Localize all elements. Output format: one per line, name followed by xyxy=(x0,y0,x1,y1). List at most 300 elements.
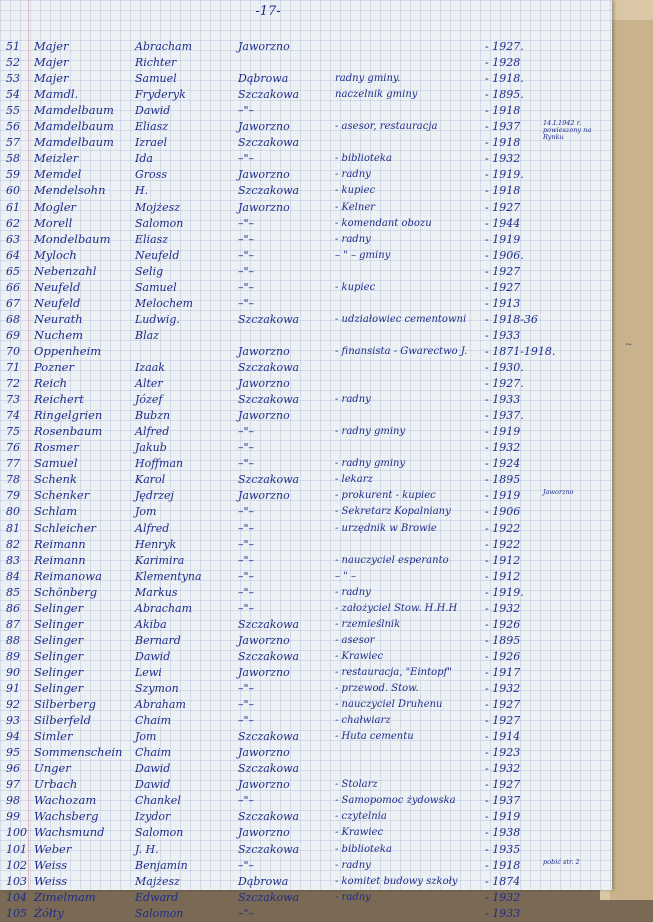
entry-number: 92 xyxy=(6,698,20,712)
entry-number: 96 xyxy=(6,762,20,776)
entry-note: - chałwiarz xyxy=(335,715,391,727)
entry-year: - 1928 xyxy=(485,56,521,70)
entry-note: - założyciel Stow. H.H.H xyxy=(335,602,458,614)
entry-number: 99 xyxy=(6,810,20,824)
entry-given-name: Ida xyxy=(135,152,153,166)
entry-surname: Reich xyxy=(34,376,67,391)
entry-place: –"– xyxy=(238,425,255,439)
list-item xyxy=(0,744,612,761)
entry-place: Jaworzno xyxy=(238,344,290,358)
entry-surname: Pozner xyxy=(34,360,74,374)
entry-number: 95 xyxy=(6,746,20,760)
entry-year: - 1918. xyxy=(485,72,524,86)
entry-year: - 1913 xyxy=(485,296,521,310)
entry-year: - 1926 xyxy=(485,617,521,631)
entry-note: - radny xyxy=(335,586,371,598)
entry-place: Jaworzno xyxy=(238,120,290,134)
entry-year: - 1918 xyxy=(485,184,521,198)
entry-note: - radny xyxy=(335,233,371,245)
entry-year: - 1927 xyxy=(485,698,521,712)
list-item xyxy=(0,857,612,874)
entry-given-name: Eliasz xyxy=(135,232,169,246)
entry-surname: Simler xyxy=(34,729,73,744)
list-item xyxy=(0,808,612,825)
entry-place: Szczakowa xyxy=(238,762,300,776)
entry-surname: Schenk xyxy=(34,472,77,487)
entry-place: Jaworzno xyxy=(238,778,290,792)
list-item xyxy=(0,391,612,408)
entry-surname: Selinger xyxy=(34,600,84,615)
entry-surname: Selinger xyxy=(34,616,84,631)
list-item xyxy=(0,487,612,504)
entry-given-name: Klementyna xyxy=(135,569,202,583)
entry-surname: Rosmer xyxy=(34,440,79,455)
entry-surname: Nebenzahl xyxy=(34,263,97,278)
entry-year: - 1874 xyxy=(485,874,521,888)
entry-number: 98 xyxy=(6,794,20,808)
list-item xyxy=(0,263,612,280)
entry-number: 83 xyxy=(6,553,20,567)
entry-year: - 1927 xyxy=(485,778,521,792)
entry-year: - 1927 xyxy=(485,714,521,728)
list-item xyxy=(0,54,612,71)
list-item xyxy=(0,552,612,569)
edge-mark: ∼ xyxy=(625,340,633,350)
entry-given-name: J. H. xyxy=(135,842,159,856)
list-item xyxy=(0,375,612,392)
list-item xyxy=(0,102,612,119)
entry-number: 88 xyxy=(6,633,20,647)
list-item xyxy=(0,38,612,55)
entry-given-name: Eliasz xyxy=(135,120,169,134)
entry-number: 72 xyxy=(6,377,20,391)
entry-number: 76 xyxy=(6,441,20,455)
entry-given-name: Jakub xyxy=(135,441,167,455)
entry-note: - lekarz xyxy=(335,474,373,486)
entry-place: –"– xyxy=(238,216,255,230)
entry-year: - 1924 xyxy=(485,457,521,471)
entry-surname: Majer xyxy=(34,71,69,86)
entry-number: 91 xyxy=(6,682,20,695)
entry-place: Szczakowa xyxy=(238,312,300,326)
entry-note: - Huta cementu xyxy=(335,731,414,743)
entry-note: - biblioteka xyxy=(335,153,392,165)
entry-place: –"– xyxy=(238,794,255,808)
entry-number: 86 xyxy=(6,601,20,615)
list-item xyxy=(0,295,612,312)
entry-number: 81 xyxy=(6,521,20,535)
entry-year: - 1923 xyxy=(485,746,521,760)
entry-number: 67 xyxy=(6,296,20,310)
entry-place: –"– xyxy=(238,264,255,278)
entry-surname: Schenker xyxy=(34,488,90,503)
list-item xyxy=(0,343,612,360)
entry-place: –"– xyxy=(238,152,255,166)
entry-year: - 1927. xyxy=(485,40,524,53)
entry-surname: Neufeld xyxy=(34,279,81,294)
entry-given-name: Melochem xyxy=(135,296,194,310)
list-item xyxy=(0,536,612,553)
entry-given-name: H. xyxy=(135,184,149,198)
entry-given-name: Abraham xyxy=(135,698,186,712)
entry-number: 90 xyxy=(6,665,20,679)
entry-place: Szczakowa xyxy=(238,136,300,150)
entry-place: –"– xyxy=(238,537,255,551)
entry-place: Szczakowa xyxy=(238,890,300,904)
entry-year: - 1919 xyxy=(485,425,521,439)
entry-given-name: Izaak xyxy=(135,361,165,374)
list-item xyxy=(0,905,612,922)
entry-place: –"– xyxy=(238,505,255,519)
entry-number: 65 xyxy=(6,264,20,278)
entry-place: –"– xyxy=(238,280,255,294)
entry-place: –"– xyxy=(238,714,255,728)
entry-side-note: 14.I.1942 r. powieszony na Rynku xyxy=(543,119,592,142)
entry-surname: Mamdelbaum xyxy=(34,103,114,118)
list-item xyxy=(0,616,612,633)
entry-number: 69 xyxy=(6,328,20,342)
entry-year: - 1944 xyxy=(485,216,521,230)
entry-year: - 1932 xyxy=(485,152,521,166)
entry-surname: Selinger xyxy=(34,648,84,663)
entry-given-name: Selig xyxy=(135,264,164,278)
entry-place: Jaworzno xyxy=(238,168,290,182)
entry-surname: Morell xyxy=(34,215,73,230)
entry-note: - nauczyciel esperanto xyxy=(335,554,449,566)
entry-note: - Kelner xyxy=(335,201,376,213)
entry-note: - finansista - Gwarectwo J. xyxy=(335,345,468,357)
entry-year: - 1927 xyxy=(485,264,521,278)
entry-number: 52 xyxy=(6,56,20,70)
entry-year: - 1895 xyxy=(485,473,521,487)
entry-place: Jaworzno xyxy=(238,826,290,840)
entry-surname: Memdel xyxy=(34,167,82,182)
entry-year: - 1927 xyxy=(485,200,521,214)
entry-place: –"– xyxy=(238,232,255,246)
entry-year: - 1895 xyxy=(485,633,521,647)
entry-number: 64 xyxy=(6,248,20,262)
list-item xyxy=(0,760,612,777)
entry-note: – " – gminy xyxy=(335,249,391,261)
entry-number: 60 xyxy=(6,184,20,198)
entry-given-name: Abracham xyxy=(135,40,193,53)
entry-surname: Samuel xyxy=(34,456,78,471)
entry-place: Dąbrowa xyxy=(238,874,289,888)
entry-year: - 1937 xyxy=(485,120,521,134)
entry-place: –"– xyxy=(238,858,255,872)
entry-number: 63 xyxy=(6,232,20,246)
entry-given-name: Richter xyxy=(135,56,177,70)
entry-surname: Oppenheim xyxy=(34,343,102,358)
entry-place: –"– xyxy=(238,585,255,599)
entry-place: Szczakowa xyxy=(238,617,300,631)
list-item xyxy=(0,359,612,376)
entry-given-name: Alfred xyxy=(135,425,170,439)
entry-year: - 1937. xyxy=(485,409,524,423)
entry-place: –"– xyxy=(238,296,255,310)
entry-surname: Mendelsohn xyxy=(34,183,106,198)
list-item xyxy=(0,841,612,858)
entry-year: - 1932 xyxy=(485,441,521,455)
entry-place: –"– xyxy=(238,553,255,567)
entry-place: –"– xyxy=(238,698,255,712)
entry-place: Jaworzno xyxy=(238,200,290,214)
entry-number: 85 xyxy=(6,585,20,599)
entry-number: 103 xyxy=(6,874,27,888)
entry-given-name: Salomon xyxy=(135,826,184,840)
list-item xyxy=(0,889,612,906)
entry-number: 59 xyxy=(6,168,20,182)
entry-place: Szczakowa xyxy=(238,473,300,487)
entry-year: - 1937 xyxy=(485,794,521,808)
entry-place: –"– xyxy=(238,521,255,535)
list-item xyxy=(0,503,612,520)
entry-given-name: Samuel xyxy=(135,280,177,294)
entry-number: 79 xyxy=(6,489,20,503)
entry-year: - 1932 xyxy=(485,601,521,615)
list-item xyxy=(0,792,612,809)
list-item xyxy=(0,776,612,793)
entry-surname: Nuchem xyxy=(34,327,84,342)
entry-number: 62 xyxy=(6,216,20,230)
entry-surname: Zimelmam xyxy=(34,889,96,904)
entry-number: 87 xyxy=(6,617,20,631)
entry-place: –"– xyxy=(238,569,255,583)
list-item xyxy=(0,632,612,649)
entry-surname: Weiss xyxy=(34,857,68,872)
entry-side-note: Jaworzno xyxy=(543,488,574,497)
list-item xyxy=(0,279,612,296)
list-item xyxy=(0,215,612,232)
entry-given-name: Benjamin xyxy=(135,858,188,872)
entry-year: - 1918 xyxy=(485,104,521,118)
list-item xyxy=(0,439,612,456)
entry-surname: Reimann xyxy=(34,536,86,551)
entry-given-name: Samuel xyxy=(135,72,177,86)
list-item xyxy=(0,455,612,472)
entry-surname: Weber xyxy=(34,841,72,856)
entry-surname: Selinger xyxy=(34,664,84,679)
entry-given-name: Dawid xyxy=(135,104,171,118)
entry-year: - 1932 xyxy=(485,682,521,695)
entry-given-name: Mojżesz xyxy=(135,200,181,214)
entry-surname: Wachsmund xyxy=(34,825,105,840)
entry-given-name: Salomon xyxy=(135,906,184,920)
entry-year: - 1927 xyxy=(485,280,521,294)
entry-year: - 1932 xyxy=(485,762,521,776)
entry-surname: Neufeld xyxy=(34,295,81,310)
entry-year: - 1922 xyxy=(485,537,521,551)
entry-note: - Sekretarz Kopalniany xyxy=(335,506,451,518)
list-item xyxy=(0,568,612,585)
entry-number: 100 xyxy=(6,826,27,840)
list-item xyxy=(0,150,612,167)
entry-surname: Silberfeld xyxy=(34,713,92,728)
entry-surname: Reichert xyxy=(34,392,84,407)
entry-given-name: Chaim xyxy=(135,714,172,728)
entry-given-name: Hoffman xyxy=(135,457,184,471)
list-item xyxy=(0,231,612,248)
entry-year: - 1933 xyxy=(485,393,521,407)
entry-year: - 1933 xyxy=(485,328,521,342)
entry-given-name: Izrael xyxy=(135,136,167,150)
entry-surname: Schlam xyxy=(34,504,78,519)
entry-note: - prokurent - kupiec xyxy=(335,490,436,502)
entry-note: - Krawiec xyxy=(335,827,384,839)
entry-year: - 1871-1918. xyxy=(485,344,556,358)
entry-number: 68 xyxy=(6,312,20,326)
entry-note: - Stolarz xyxy=(335,779,378,791)
entry-number: 93 xyxy=(6,714,20,728)
entry-note: - rzemieślnik xyxy=(335,618,401,630)
entry-year: - 1919 xyxy=(485,810,521,824)
entry-year: - 1926 xyxy=(485,649,521,663)
entry-note: – " – xyxy=(335,570,356,582)
entry-given-name: Alfred xyxy=(135,521,170,535)
entry-number: 97 xyxy=(6,778,20,792)
entry-number: 75 xyxy=(6,425,20,439)
entry-year: - 1912 xyxy=(485,569,521,583)
entry-year: - 1906. xyxy=(485,248,524,262)
list-item xyxy=(0,873,612,890)
entry-place: Jaworzno xyxy=(238,409,290,423)
list-item xyxy=(0,664,612,681)
entry-surname: Neurath xyxy=(34,311,83,326)
entry-given-name: Dawid xyxy=(135,778,171,792)
entry-place: –"– xyxy=(238,441,255,455)
entry-place: Szczakowa xyxy=(238,730,300,744)
entry-note: naczelnik gminy xyxy=(335,89,418,101)
entry-note: - czytelnia xyxy=(335,811,387,823)
entry-note: - nauczyciel Druhenu xyxy=(335,699,443,711)
entry-given-name: Szymon xyxy=(135,682,179,695)
list-item xyxy=(0,70,612,87)
entry-surname: Reimanowa xyxy=(34,568,102,583)
list-item xyxy=(0,423,612,440)
entry-number: 104 xyxy=(6,890,27,904)
entry-surname: Mondelbaum xyxy=(34,231,111,246)
entry-place: –"– xyxy=(238,457,255,471)
entry-number: 105 xyxy=(6,906,27,920)
entry-number: 56 xyxy=(6,120,20,134)
entry-year: - 1895. xyxy=(485,88,524,102)
entry-note: - radny xyxy=(335,859,371,871)
entry-number: 77 xyxy=(6,457,20,471)
entry-note: - komendant obozu xyxy=(335,217,432,229)
entry-surname: Majer xyxy=(34,39,69,53)
entry-given-name: Akiba xyxy=(135,617,167,631)
list-item xyxy=(0,182,612,199)
entry-given-name: Fryderyk xyxy=(135,88,186,102)
list-item xyxy=(0,728,612,745)
entry-number: 57 xyxy=(6,136,20,150)
list-item xyxy=(0,584,612,601)
entry-place: Szczakowa xyxy=(238,393,300,407)
entry-place: Jaworzno xyxy=(238,40,290,53)
entry-place: Szczakowa xyxy=(238,184,300,198)
entry-given-name: Karol xyxy=(135,473,166,487)
entry-year: - 1933 xyxy=(485,906,521,920)
entry-number: 73 xyxy=(6,393,20,407)
entry-place: Dąbrowa xyxy=(238,72,289,86)
entry-year: - 1918 xyxy=(485,136,521,150)
entry-given-name: Jom xyxy=(135,505,157,519)
list-item xyxy=(0,86,612,103)
entry-note: - udziałowiec cementowni xyxy=(335,313,467,325)
entry-place: Jaworzno xyxy=(238,377,290,391)
entry-note: - urzędnik w Browie xyxy=(335,522,437,534)
entry-number: 71 xyxy=(6,361,20,374)
list-item xyxy=(0,199,612,216)
entry-note: - radny xyxy=(335,891,371,903)
entry-year: - 1906 xyxy=(485,505,521,519)
entry-given-name: Dawid xyxy=(135,649,171,663)
entry-place: –"– xyxy=(238,248,255,262)
entry-place: –"– xyxy=(238,682,255,695)
entry-number: 78 xyxy=(6,473,20,487)
list-item xyxy=(0,520,612,537)
entry-year: - 1917 xyxy=(485,665,521,679)
entry-note: - komitet budowy szkoły xyxy=(335,875,458,887)
entry-surname: Unger xyxy=(34,761,71,776)
entry-given-name: Salomon xyxy=(135,216,184,230)
entry-place: Jaworzno xyxy=(238,489,290,503)
entry-note: - asesor xyxy=(335,634,375,646)
entry-year: - 1919. xyxy=(485,585,524,599)
entry-given-name: Neufeld xyxy=(135,248,180,262)
entry-number: 66 xyxy=(6,280,20,294)
entry-side-note: pobić str. 2 xyxy=(543,857,580,866)
entry-given-name: Dawid xyxy=(135,762,171,776)
entry-year: - 1919 xyxy=(485,489,521,503)
entry-given-name: Blaz xyxy=(135,328,159,342)
entry-number: 54 xyxy=(6,88,20,102)
entry-place: Szczakowa xyxy=(238,361,300,374)
list-item xyxy=(0,696,612,713)
entry-given-name: Bubzn xyxy=(135,409,171,423)
entry-place: Jaworzno xyxy=(238,746,290,760)
entry-given-name: Izydor xyxy=(135,810,171,824)
entry-surname: Selinger xyxy=(34,632,84,647)
entry-given-name: Gross xyxy=(135,168,167,182)
list-item xyxy=(0,166,612,183)
entry-given-name: Ludwig. xyxy=(135,312,180,326)
entry-year: - 1935 xyxy=(485,842,521,856)
entry-year: - 1919 xyxy=(485,232,521,246)
entry-place: Jaworzno xyxy=(238,633,290,647)
list-item xyxy=(0,471,612,488)
entry-number: 61 xyxy=(6,200,20,214)
entry-year: - 1912 xyxy=(485,553,521,567)
entry-number: 55 xyxy=(6,104,20,118)
entry-place: –"– xyxy=(238,601,255,615)
entry-given-name: Alter xyxy=(135,377,163,391)
entry-given-name: Markus xyxy=(135,585,178,599)
entry-note: - radny xyxy=(335,394,371,406)
entry-surname: Schönberg xyxy=(34,584,98,599)
list-item xyxy=(0,648,612,665)
entry-surname: Mamdelbaum xyxy=(34,135,114,150)
entry-given-name: Edward xyxy=(135,890,179,904)
list-item xyxy=(0,680,612,697)
list-item xyxy=(0,712,612,729)
entry-place: Szczakowa xyxy=(238,842,300,856)
list-item xyxy=(0,824,612,841)
entry-year: - 1918-36 xyxy=(485,312,538,326)
entry-number: 51 xyxy=(6,40,20,53)
page-number: -17- xyxy=(255,4,281,19)
entry-number: 70 xyxy=(6,344,20,358)
